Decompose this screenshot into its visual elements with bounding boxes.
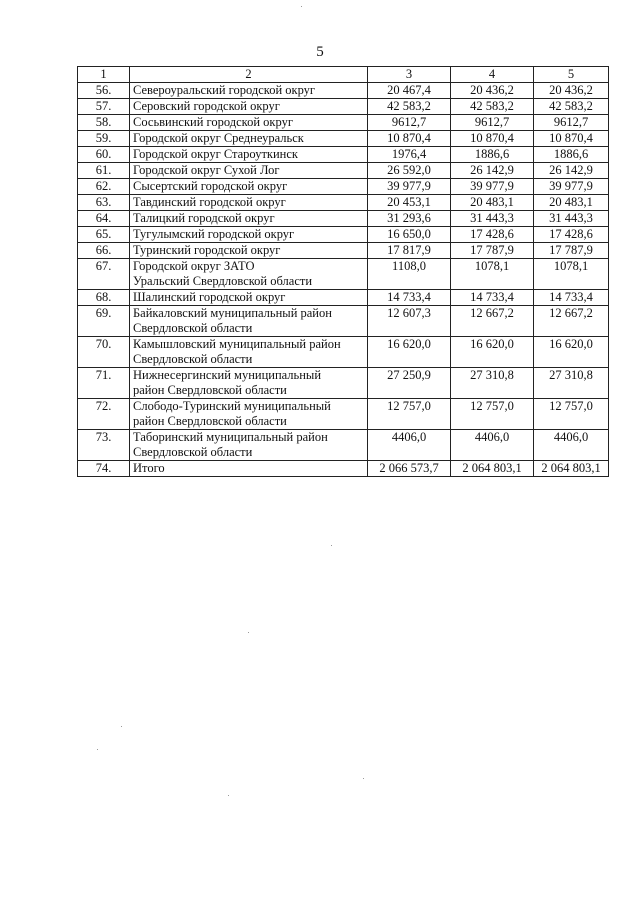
value-cell-5: 16 620,0 — [534, 337, 609, 368]
value-cell-3: 12 607,3 — [368, 306, 451, 337]
value-cell-5: 17 787,9 — [534, 243, 609, 259]
value-cell-3: 14 733,4 — [368, 290, 451, 306]
table-row — [78, 290, 609, 306]
municipality-name-cell: Североуральский городской округ — [130, 83, 368, 99]
municipality-name-line: Таборинский муниципальный район — [133, 430, 328, 444]
table-row — [78, 306, 609, 337]
municipality-name-cell: Тугулымский городской округ — [130, 227, 368, 243]
table-row — [78, 163, 609, 179]
municipality-name-line: Городской округ ЗАТО — [133, 259, 255, 273]
row-number-cell: 68. — [78, 290, 130, 306]
municipality-name-line: Свердловской области — [133, 445, 253, 459]
municipality-name-cell: Серовский городской округ — [130, 99, 368, 115]
row-number-cell: 63. — [78, 195, 130, 211]
header-cell-4: 4 — [451, 67, 534, 83]
table-row — [78, 430, 609, 461]
row-number-cell: 64. — [78, 211, 130, 227]
municipality-name-line: Слободо-Туринский муниципальный — [133, 399, 331, 413]
value-cell-5: 9612,7 — [534, 115, 609, 131]
municipality-name-cell: Городской округ Сухой Лог — [130, 163, 368, 179]
value-cell-5: 42 583,2 — [534, 99, 609, 115]
value-cell-3: 1108,0 — [368, 259, 451, 290]
table-row — [78, 83, 609, 99]
scan-speck — [331, 545, 332, 546]
header-cell-3: 3 — [368, 67, 451, 83]
value-cell-3: 12 757,0 — [368, 399, 451, 430]
value-cell-3: 31 293,6 — [368, 211, 451, 227]
row-number-cell: 66. — [78, 243, 130, 259]
row-number-cell: 74. — [78, 461, 130, 477]
value-cell-5: 14 733,4 — [534, 290, 609, 306]
municipality-name-cell: Городской округ Староуткинск — [130, 147, 368, 163]
municipality-name-cell: Сосьвинский городской округ — [130, 115, 368, 131]
scan-speck — [228, 795, 229, 796]
table-row — [78, 461, 609, 477]
row-number-cell: 71. — [78, 368, 130, 399]
value-cell-4: 27 310,8 — [451, 368, 534, 399]
row-number-cell: 61. — [78, 163, 130, 179]
municipality-name-cell — [130, 306, 368, 337]
value-cell-5: 2 064 803,1 — [534, 461, 609, 477]
municipality-name-line: Свердловской области — [133, 321, 253, 335]
municipality-name-line: Свердловской области — [133, 352, 253, 366]
municipality-name-line: район Свердловской области — [133, 383, 287, 397]
row-number-cell: 56. — [78, 83, 130, 99]
value-cell-3: 9612,7 — [368, 115, 451, 131]
value-cell-3: 20 467,4 — [368, 83, 451, 99]
value-cell-3: 39 977,9 — [368, 179, 451, 195]
table-row — [78, 131, 609, 147]
header-cell-1: 1 — [78, 67, 130, 83]
header-cell-2: 2 — [130, 67, 368, 83]
table-row — [78, 227, 609, 243]
table-row — [78, 115, 609, 131]
value-cell-4: 26 142,9 — [451, 163, 534, 179]
municipality-name-cell: Туринский городской округ — [130, 243, 368, 259]
municipality-name-line: Байкаловский муниципальный район — [133, 306, 332, 320]
municipality-name-cell: Талицкий городской округ — [130, 211, 368, 227]
value-cell-5: 31 443,3 — [534, 211, 609, 227]
value-cell-4: 17 787,9 — [451, 243, 534, 259]
value-cell-5: 12 757,0 — [534, 399, 609, 430]
scan-speck — [97, 749, 98, 750]
scan-speck — [248, 632, 249, 633]
municipality-name-cell: Итого — [130, 461, 368, 477]
value-cell-3: 17 817,9 — [368, 243, 451, 259]
value-cell-3: 16 620,0 — [368, 337, 451, 368]
row-number-cell: 69. — [78, 306, 130, 337]
municipality-name-line: район Свердловской области — [133, 414, 287, 428]
table-row — [78, 259, 609, 290]
row-number-cell: 65. — [78, 227, 130, 243]
value-cell-5: 1886,6 — [534, 147, 609, 163]
header-cell-5: 5 — [534, 67, 609, 83]
table-row — [78, 211, 609, 227]
value-cell-5: 4406,0 — [534, 430, 609, 461]
municipality-name-cell — [130, 399, 368, 430]
value-cell-3: 26 592,0 — [368, 163, 451, 179]
row-number-cell: 60. — [78, 147, 130, 163]
table-row — [78, 99, 609, 115]
row-number-cell: 72. — [78, 399, 130, 430]
value-cell-5: 20 483,1 — [534, 195, 609, 211]
value-cell-4: 14 733,4 — [451, 290, 534, 306]
municipality-name-cell — [130, 368, 368, 399]
municipality-name-cell: Тавдинский городской округ — [130, 195, 368, 211]
row-number-cell: 67. — [78, 259, 130, 290]
value-cell-5: 12 667,2 — [534, 306, 609, 337]
value-cell-3: 20 453,1 — [368, 195, 451, 211]
value-cell-5: 17 428,6 — [534, 227, 609, 243]
value-cell-4: 12 667,2 — [451, 306, 534, 337]
municipality-name-line: Камышловский муниципальный район — [133, 337, 341, 351]
page-number: 5 — [316, 44, 324, 60]
municipality-name-line: Уральский Свердловской области — [133, 274, 313, 288]
municipality-name-cell — [130, 259, 368, 290]
value-cell-4: 31 443,3 — [451, 211, 534, 227]
value-cell-4: 10 870,4 — [451, 131, 534, 147]
value-cell-4: 2 064 803,1 — [451, 461, 534, 477]
value-cell-5: 20 436,2 — [534, 83, 609, 99]
row-number-cell: 70. — [78, 337, 130, 368]
scan-speck — [363, 778, 364, 779]
value-cell-3: 27 250,9 — [368, 368, 451, 399]
row-number-cell: 59. — [78, 131, 130, 147]
value-cell-5: 10 870,4 — [534, 131, 609, 147]
scan-speck — [121, 726, 122, 727]
table-row — [78, 179, 609, 195]
table-row — [78, 368, 609, 399]
budget-table — [77, 66, 609, 477]
municipality-name-cell — [130, 430, 368, 461]
value-cell-4: 12 757,0 — [451, 399, 534, 430]
value-cell-3: 2 066 573,7 — [368, 461, 451, 477]
value-cell-3: 4406,0 — [368, 430, 451, 461]
scan-speck — [301, 6, 302, 7]
table-body — [78, 67, 609, 477]
value-cell-4: 42 583,2 — [451, 99, 534, 115]
table-row — [78, 243, 609, 259]
value-cell-3: 16 650,0 — [368, 227, 451, 243]
value-cell-4: 4406,0 — [451, 430, 534, 461]
value-cell-4: 9612,7 — [451, 115, 534, 131]
value-cell-4: 20 436,2 — [451, 83, 534, 99]
value-cell-3: 1976,4 — [368, 147, 451, 163]
value-cell-4: 17 428,6 — [451, 227, 534, 243]
municipality-name-cell: Городской округ Среднеуральск — [130, 131, 368, 147]
value-cell-5: 39 977,9 — [534, 179, 609, 195]
row-number-cell: 73. — [78, 430, 130, 461]
row-number-cell: 58. — [78, 115, 130, 131]
table-header-row — [78, 67, 609, 83]
value-cell-3: 42 583,2 — [368, 99, 451, 115]
table-row — [78, 147, 609, 163]
table-row — [78, 195, 609, 211]
value-cell-4: 1078,1 — [451, 259, 534, 290]
value-cell-5: 1078,1 — [534, 259, 609, 290]
municipality-name-cell: Шалинский городской округ — [130, 290, 368, 306]
municipality-name-cell: Сысертский городской округ — [130, 179, 368, 195]
value-cell-4: 16 620,0 — [451, 337, 534, 368]
value-cell-4: 39 977,9 — [451, 179, 534, 195]
value-cell-4: 20 483,1 — [451, 195, 534, 211]
value-cell-5: 26 142,9 — [534, 163, 609, 179]
table-row — [78, 399, 609, 430]
value-cell-3: 10 870,4 — [368, 131, 451, 147]
municipality-name-line: Нижнесергинский муниципальный — [133, 368, 322, 382]
row-number-cell: 57. — [78, 99, 130, 115]
row-number-cell: 62. — [78, 179, 130, 195]
value-cell-4: 1886,6 — [451, 147, 534, 163]
table-row — [78, 337, 609, 368]
value-cell-5: 27 310,8 — [534, 368, 609, 399]
municipality-name-cell — [130, 337, 368, 368]
